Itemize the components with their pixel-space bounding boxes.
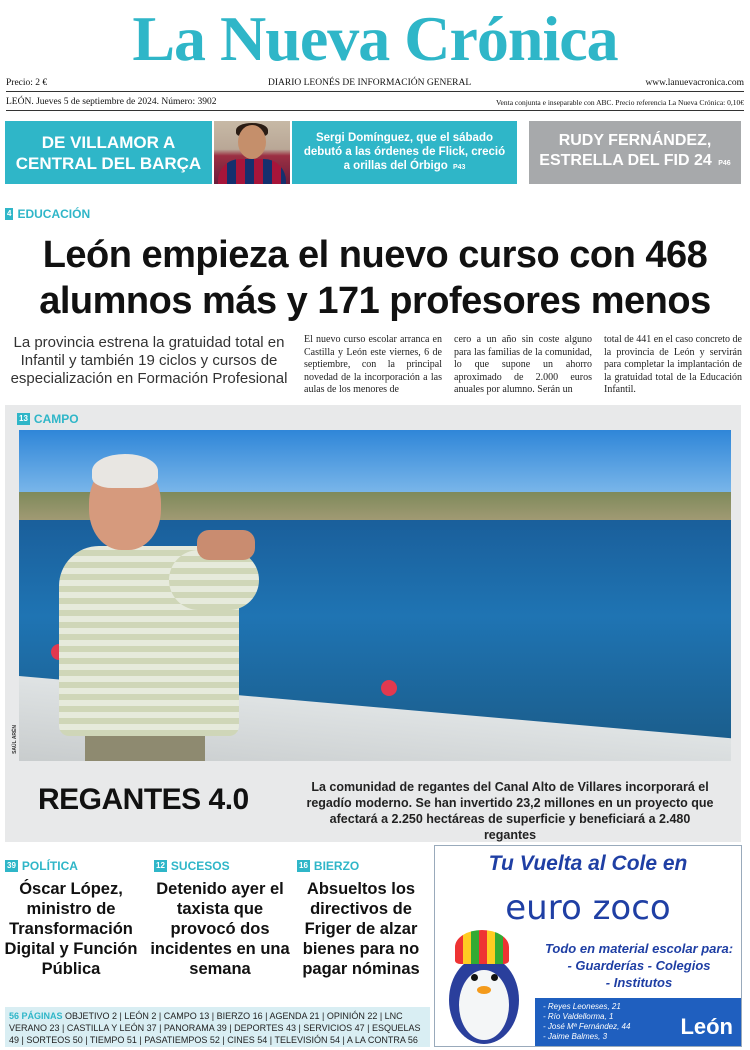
- brief-sucesos[interactable]: Detenido ayer el taxista que provocó dos incidentes en una semana: [150, 880, 290, 978]
- section-page-number: 13: [19, 414, 28, 423]
- sale-note: Venta conjunta e inseparable con ABC. Precio referencia La Nueva Crónica: 0,10€: [495, 98, 744, 107]
- tagline: DIARIO LEONÉS DE INFORMACIÓN GENERAL: [268, 78, 472, 88]
- section-name: CAMPO: [33, 412, 79, 426]
- section-label-campo: [17, 412, 79, 426]
- teaser-sergi[interactable]: [292, 121, 517, 184]
- brief-bierzo[interactable]: Absueltos los directivos de Friger de alzar bienes para no pagar nóminas: [302, 880, 420, 978]
- ad-city: León: [680, 1014, 733, 1039]
- section-page-number: 4: [7, 209, 12, 218]
- index-line-2: VERANO 23 | CASTILLA Y LEÓN 37 | PANORAMA 39 | DEPORTES 43 | SERVICIOS 47 | ESQUELAS: [9, 1023, 421, 1033]
- teaser-rudy-text: RUDY FERNÁNDEZ, ESTRELLA DEL FID 24 P46: [539, 132, 731, 169]
- photo-credit: SAÚL ARÉN: [12, 725, 18, 754]
- ad-addresses: - Reyes Leoneses, 21 - Río Valdellorma, 1 - José Mª Fernández, 44 - Jaime Balmes, 3: [535, 998, 742, 1046]
- ad-copy: Todo en material escolar para: - Guarderías - Colegios - Institutos: [544, 941, 734, 990]
- photo-story-text: La comunidad de regantes del Canal Alto de Villares incorporará el regadío moderno. Se han invertido 23,2 millones en un proyecto que afectará a 2.250 hectáreas de superficie y beneficiará a 2.480 regantes: [306, 780, 714, 842]
- newspaper-title[interactable]: La Nueva Crónica: [132, 3, 618, 74]
- section-name: EDUCACIÓN: [17, 207, 91, 221]
- index-line-3: 49 | SORTEOS 50 | TIEMPO 51 | PASATIEMPOS 52 | CINES 54 | TELEVISIÓN 54 | A LA CONTRA 56: [9, 1035, 418, 1045]
- teaser-sergi-text: Sergi Domínguez, que el sábado debutó a las órdenes de Flick, creció a orillas del Órbigo P43: [303, 131, 506, 172]
- teaser-sergi-page: P43: [452, 163, 466, 171]
- section-label-sucesos: 12 SUCESOS: [156, 859, 230, 873]
- lead-standfirst: La provincia estrena la gratuidad total en Infantil y también 19 ciclos y cursos de especialización en Formación Profesional: [10, 334, 288, 387]
- website-link[interactable]: www.lanuevacronica.com: [645, 78, 744, 88]
- ad-brand: euro zoco: [505, 888, 671, 928]
- lead-headline[interactable]: León empieza el nuevo curso con 468 alumnos más y 171 profesores menos: [39, 234, 711, 322]
- teaser-player-photo[interactable]: [214, 121, 290, 184]
- brief-politica[interactable]: Óscar López, ministro de Transformación Digital y Función Pública: [4, 880, 138, 978]
- photo-story-headline[interactable]: REGANTES 4.0: [38, 783, 249, 816]
- photo-story: [5, 405, 741, 842]
- page-index: [5, 1007, 430, 1047]
- teaser-villamor-text: DE VILLAMOR A CENTRAL DEL BARÇA: [15, 132, 202, 173]
- teaser-rudy[interactable]: [529, 121, 741, 184]
- teaser-rudy-page: P46: [718, 160, 731, 167]
- dateline: LEÓN. Jueves 5 de septiembre de 2024. Número: 3902: [6, 97, 217, 107]
- lead-body-col3: total de 441 en el caso concreto de la provincia de León y servirán para completar la implantación de la gratuidad total de la Educación Infantil.: [604, 334, 742, 395]
- lead-body-col1: El nuevo curso escolar arranca en Castilla y León este viernes, 6 de septiembre, con la principal novedad de la incorporación a las aulas de los menores de: [304, 334, 442, 395]
- price: Precio: 2 €: [6, 78, 48, 88]
- teaser-villamor[interactable]: [5, 121, 212, 184]
- reservoir-photo[interactable]: [19, 430, 731, 761]
- advert-euro-zoco[interactable]: [434, 845, 742, 1047]
- dateline-bar: [6, 97, 744, 111]
- section-label-politica: 39 POLÍTICA: [7, 859, 78, 873]
- section-label-educacion: [5, 207, 90, 221]
- section-label-bierzo: 16 BIERZO: [299, 859, 360, 873]
- ad-headline: Tu Vuelta al Cole en: [488, 852, 688, 875]
- masthead: [0, 0, 750, 78]
- index-line-1: 56 PÁGINAS OBJETIVO 2 | LEÓN 2 | CAMPO 13 | BIERZO 16 | AGENDA 21 | OPINIÓN 22 | LNC: [9, 1011, 403, 1021]
- masthead-info-bar: [6, 78, 744, 92]
- lead-body-col2: cero a un año sin coste alguno para las familias de la comunidad, lo que supone un ahorro aproximado de 2.000 euros anuales por alumno. Serán un: [454, 334, 592, 395]
